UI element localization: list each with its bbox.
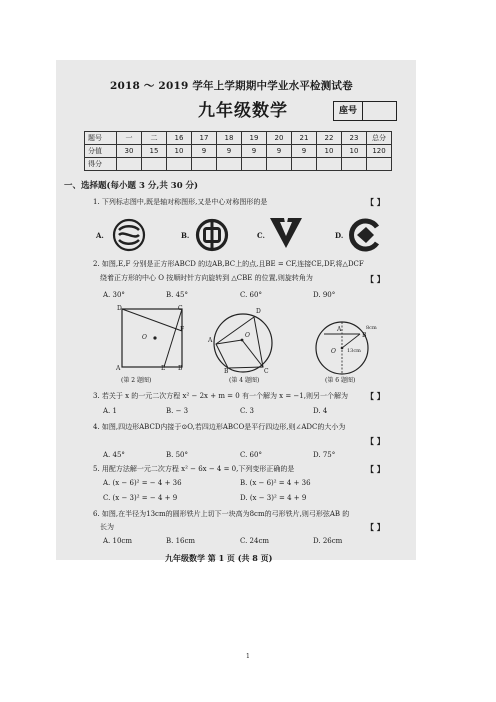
table-cell: 10: [317, 145, 342, 158]
score-entry-cell[interactable]: [367, 158, 392, 171]
score-entry-cell[interactable]: [342, 158, 367, 171]
score-table-points-row: [85, 145, 392, 158]
score-entry-cell[interactable]: [167, 158, 192, 171]
score-entry-cell[interactable]: [217, 158, 242, 171]
page-footer: 九年级数学 第 1 页 (共 8 页): [165, 553, 273, 563]
question-3-stem: 3. 若关于 x 的一元二次方程 x² − 2x + m = 0 有一个解为 x = −1,则另一个解为: [93, 392, 348, 400]
triangle-logo-icon: [268, 216, 304, 250]
figure-label: B: [178, 365, 183, 372]
table-cell: 9: [217, 145, 242, 158]
option-b: B. 16cm: [166, 537, 196, 545]
table-cell: 二: [142, 132, 167, 145]
table-cell: 9: [267, 145, 292, 158]
figure-caption: (第 4 题图): [229, 377, 260, 384]
table-cell: 10: [167, 145, 192, 158]
option-c: C. 3: [240, 407, 255, 415]
table-cell: 总分: [367, 132, 392, 145]
question-1-stem: 1. 下列标志图中,既是轴对称图形,又是中心对称图形的是: [93, 198, 268, 206]
figure-label: B: [224, 368, 229, 375]
figure-label: B: [362, 332, 367, 339]
table-cell: 一: [117, 132, 142, 145]
answer-bracket[interactable]: 【 】: [366, 274, 385, 284]
option-a: A. 45°: [103, 451, 125, 459]
score-entry-cell[interactable]: [142, 158, 167, 171]
score-entry-cell[interactable]: [267, 158, 292, 171]
question-5-stem: 5. 用配方法解一元二次方程 x² − 6x − 4 = 0,下列变形正确的是: [93, 465, 295, 473]
table-cell: 21: [292, 132, 317, 145]
section-title: 一、选择题(每小题 3 分,共 30 分): [64, 181, 199, 191]
score-entry-cell[interactable]: [317, 158, 342, 171]
score-entry-cell[interactable]: [242, 158, 267, 171]
figure-label: 8cm: [366, 325, 377, 331]
answer-bracket[interactable]: 【 】: [366, 522, 385, 532]
score-table: [84, 131, 392, 171]
table-cell: 120: [367, 145, 392, 158]
table-cell: 16: [167, 132, 192, 145]
figure-label: F: [180, 326, 185, 333]
figure-label: D: [117, 305, 122, 312]
table-cell: 20: [267, 132, 292, 145]
option-c: C. 24cm: [240, 537, 270, 545]
table-cell: 9: [292, 145, 317, 158]
answer-bracket[interactable]: 【 】: [366, 464, 385, 474]
bank-of-china-logo-icon: [195, 218, 229, 252]
answer-bracket[interactable]: 【 】: [366, 436, 385, 446]
score-entry-cell[interactable]: [292, 158, 317, 171]
table-cell: 10: [342, 145, 367, 158]
answer-bracket[interactable]: 【 】: [366, 197, 385, 207]
table-cell: 23: [342, 132, 367, 145]
figure-label: A: [116, 365, 121, 372]
option-d: D. 4: [313, 407, 328, 415]
figure-label: A: [208, 337, 213, 344]
construction-bank-logo-icon: [347, 218, 381, 252]
question-6-stem: 6. 如图,在半径为13cm的圆形铁片上切下一块高为8cm的弓形铁片,则弓形弦AB 的: [93, 510, 350, 518]
figure-label: D: [256, 308, 261, 315]
option-b: B.: [181, 231, 190, 240]
table-cell: 17: [192, 132, 217, 145]
option-a: A. 1: [103, 407, 117, 415]
option-a: A. 10cm: [103, 537, 132, 545]
option-d: D. 26cm: [313, 537, 343, 545]
option-d: D. 75°: [313, 451, 336, 459]
figure-label: A: [337, 326, 342, 333]
option-c: C.: [257, 231, 265, 240]
figure-label: E: [161, 365, 166, 372]
option-b: B. − 3: [166, 407, 189, 415]
figure-label: C: [178, 305, 183, 312]
question-4-stem: 4. 如图,四边形ABCD内接于⊙O,若四边形ABCO是平行四边形,则∠ADC的大小为: [93, 423, 346, 431]
figure-q4-circle: [208, 310, 278, 376]
question-6-stem-cont: 长为: [100, 523, 114, 531]
question-2-stem-cont: 绕着正方形的中心 O 按顺时针方向旋转到 △CBE 的位置,则旋转角为: [100, 274, 313, 282]
answer-bracket[interactable]: 【 】: [366, 391, 385, 401]
figure-label: 13cm: [347, 348, 361, 354]
table-cell: 9: [242, 145, 267, 158]
option-d: D. 90°: [313, 291, 336, 299]
figure-label: O: [331, 348, 336, 355]
score-entry-cell[interactable]: [192, 158, 217, 171]
figure-label: O: [245, 332, 250, 339]
table-cell: 15: [142, 145, 167, 158]
figure-label: O: [142, 334, 147, 341]
option-c: C. (x − 3)² = − 4 + 9: [103, 494, 178, 502]
option-d: D. (x − 3)² = 4 + 9: [240, 494, 307, 502]
option-b: B. 45°: [166, 291, 189, 299]
china-mobile-logo-icon: [112, 218, 146, 252]
exam-title: 2018 ～ 2019 学年上学期期中学业水平检测试卷: [110, 80, 353, 92]
table-cell: 22: [317, 132, 342, 145]
seat-label: 座号: [334, 102, 363, 120]
figure-caption: (第 2 题图): [121, 377, 152, 384]
table-cell: 18: [217, 132, 242, 145]
figure-label: C: [264, 368, 269, 375]
table-cell: 19: [242, 132, 267, 145]
option-a: A. 30°: [103, 291, 125, 299]
table-cell: 30: [117, 145, 142, 158]
table-cell: 题号: [85, 132, 117, 145]
page-number: 1: [246, 653, 250, 660]
score-table-header-row: [85, 132, 392, 145]
option-b: B. 50°: [166, 451, 189, 459]
score-entry-cell[interactable]: [117, 158, 142, 171]
table-cell: 分值: [85, 145, 117, 158]
option-a: A.: [96, 231, 104, 240]
option-c: C. 60°: [240, 451, 262, 459]
subject-title: 九年级数学: [198, 101, 288, 121]
option-c: C. 60°: [240, 291, 262, 299]
score-table-score-row: [85, 158, 392, 171]
question-2-stem: 2. 如图,E,F 分别是正方形ABCD 的边AB,BC上的点,且BE = CF,连接CE,DF,将△DCF: [93, 260, 364, 268]
table-cell: 得分: [85, 158, 117, 171]
seat-number-box: [333, 101, 397, 121]
option-d: D.: [335, 231, 344, 240]
option-a: A. (x − 6)² = − 4 + 36: [103, 479, 182, 487]
figure-caption: (第 6 题图): [325, 377, 356, 384]
table-cell: 9: [192, 145, 217, 158]
option-b: B. (x − 6)² = 4 + 36: [240, 479, 311, 487]
